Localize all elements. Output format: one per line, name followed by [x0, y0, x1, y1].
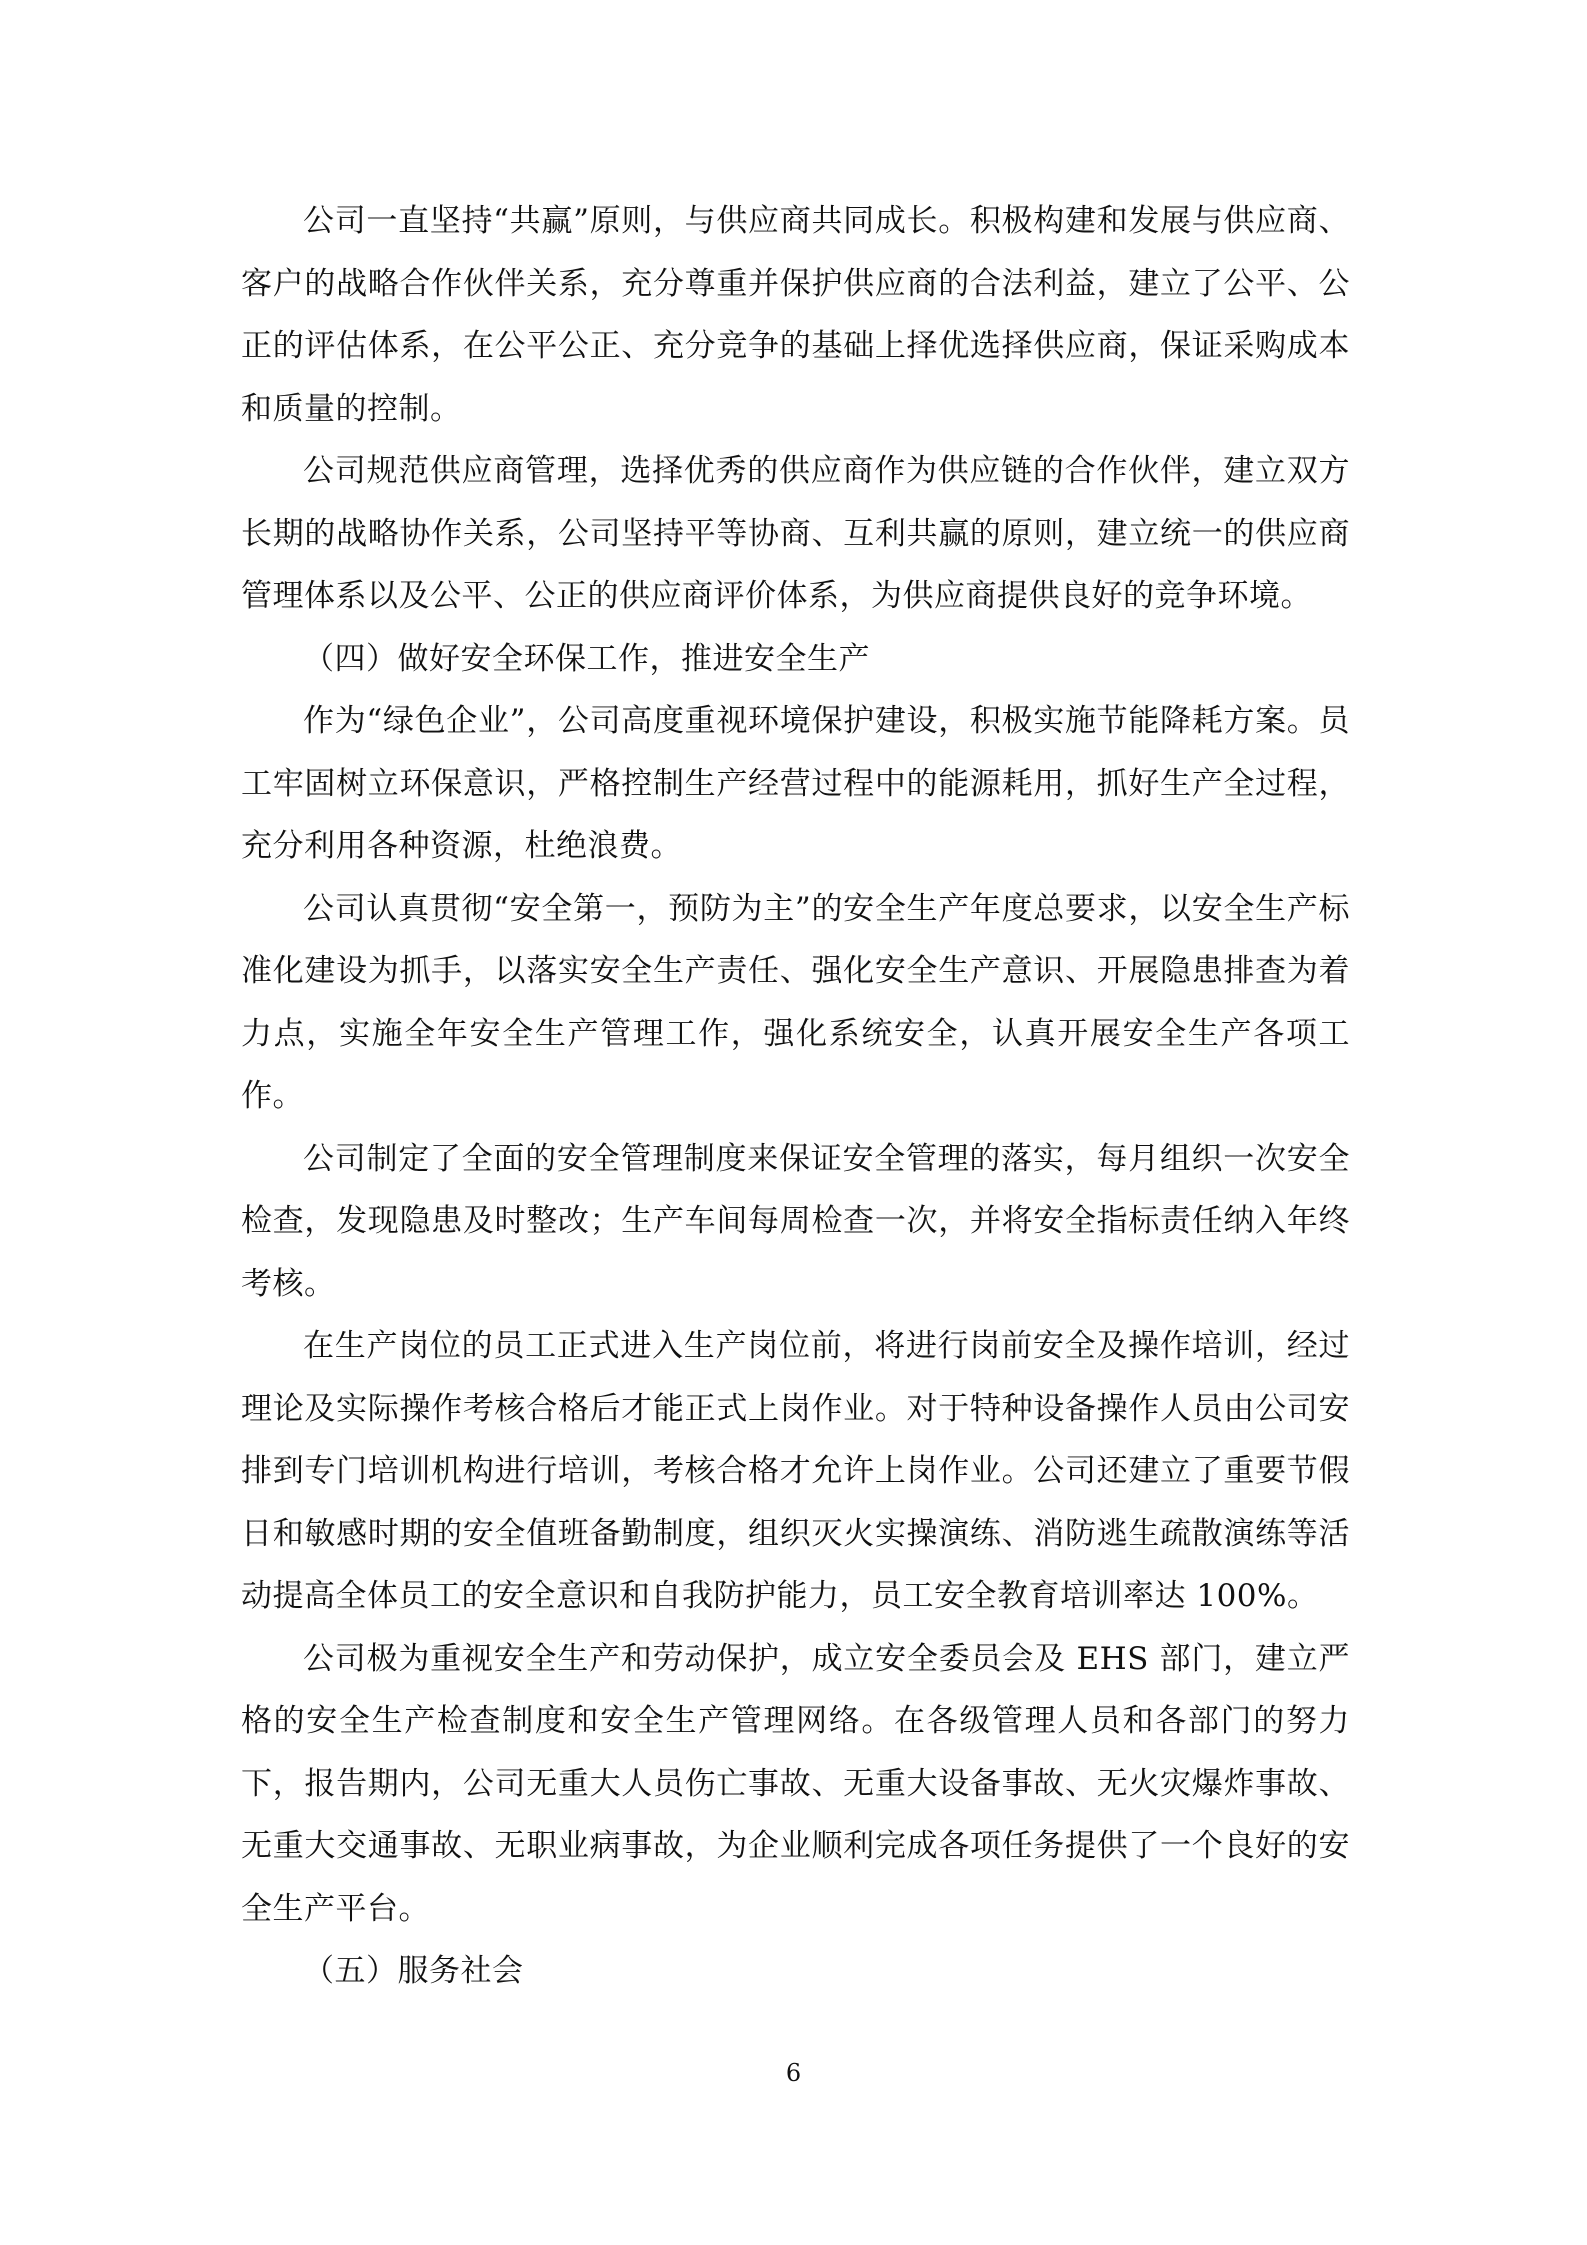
paragraph-safety-training: 在生产岗位的员工正式进入生产岗位前，将进行岗前安全及操作培训，经过理论及实际操作考核合格后才能正式上岗作业。对于特种设备操作人员由公司安排到专门培训机构进行培训，考核合格才允许上岗作业。公司还建立了重要节假日和敏感时期的安全值班备勤制度，组织灭火实操演练、消防逃生疏散演练等活动提高全体员工的安全意识和自我防护能力，员工安全教育培训率达 100%。 — [241, 1328, 1350, 1614]
paragraph-green-enterprise: 作为“绿色企业”，公司高度重视环境保护建设，积极实施节能降耗方案。员工牢固树立环保意识，严格控制生产经营过程中的能源耗用，抓好生产全过程，充分利用各种资源，杜绝浪费。 — [241, 703, 1350, 864]
paragraph-supplier-win-win: 公司一直坚持“共赢”原则，与供应商共同成长。积极构建和发展与供应商、客户的战略合作伙伴关系，充分尊重并保护供应商的合法利益，建立了公平、公正的评估体系，在公平公正、充分竞争的基础上择优选择供应商，保证采购成本和质量的控制。 — [241, 203, 1350, 427]
page-number: 6 — [785, 2059, 802, 2087]
paragraph-safety-inspection: 公司制定了全面的安全管理制度来保证安全管理的落实，每月组织一次安全检查，发现隐患及时整改；生产车间每周检查一次，并将安全指标责任纳入年终考核。 — [241, 1140, 1350, 1302]
paragraph-safety-first: 公司认真贯彻“安全第一，预防为主”的安全生产年度总要求，以安全生产标准化建设为抓手，以落实安全生产责任、强化安全生产意识、开展隐患排查为着力点，实施全年安全生产管理工作，强化系统安全，认真开展安全生产各项工作。 — [241, 890, 1350, 1114]
section-heading-serve-society: （五）服务社会 — [303, 1953, 524, 1989]
document-body — [241, 190, 1350, 2003]
paragraph-labor-protection: 公司极为重视安全生产和劳动保护，成立安全委员会及 EHS 部门，建立严格的安全生产检查制度和安全生产管理网络。在各级管理人员和各部门的努力下，报告期内，公司无重大人员伤亡事故、无重大设备事故、无火灾爆炸事故、无重大交通事故、无职业病事故，为企业顺利完成各项任务提供了一个良好的安全生产平台。 — [241, 1640, 1350, 1927]
paragraph-supplier-management: 公司规范供应商管理，选择优秀的供应商作为供应链的合作伙伴，建立双方长期的战略协作关系，公司坚持平等协商、互利共赢的原则，建立统一的供应商管理体系以及公平、公正的供应商评价体系，为供应商提供良好的竞争环境。 — [241, 453, 1350, 614]
section-heading-safety-environment: （四）做好安全环保工作，推进安全生产 — [303, 640, 870, 677]
